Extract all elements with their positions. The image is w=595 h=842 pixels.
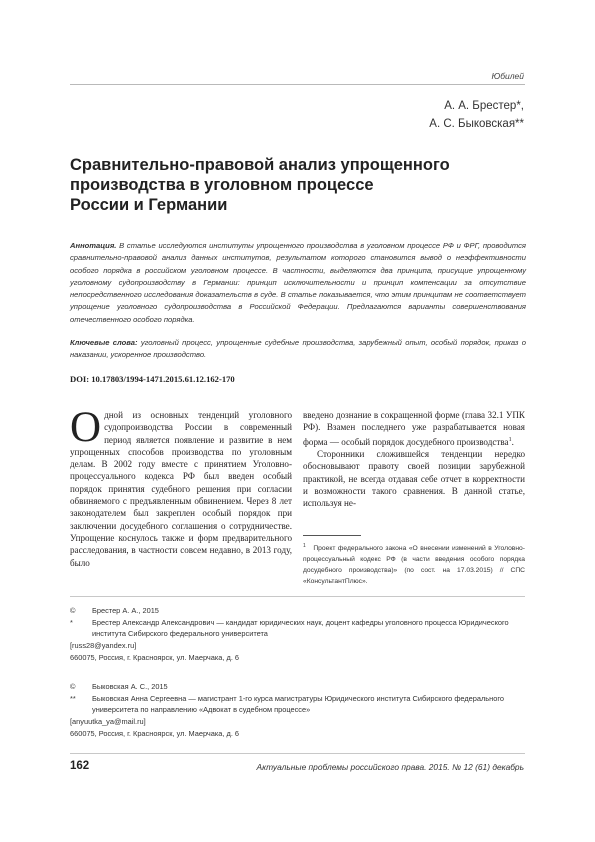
copyright-symbol: © bbox=[70, 682, 76, 691]
footnote-text: Проект федерального закона «О внесении изменений в Уголовно-процессуальный кодекс РФ (в части введения особого порядка досудебного производства)» (по сост. на 17.03.2015) // СПС «КонсультантПлюс». bbox=[303, 545, 525, 585]
author-info-1 bbox=[70, 605, 525, 664]
abstract-label: Аннотация. bbox=[70, 241, 117, 250]
journal-footer: Актуальные проблемы российского права. 2015. № 12 (61) декабрь bbox=[256, 762, 524, 772]
page-number: 162 bbox=[70, 760, 90, 772]
author-info-2 bbox=[70, 681, 525, 740]
body-column-2 bbox=[303, 409, 525, 509]
author-mark: ** bbox=[70, 693, 76, 703]
body-paragraph: введено дознание в сокращенной форме (глава 32.1 УПК РФ). Взамен последнего уже разрабатывается новая форма — особый порядок досудебного производства bbox=[303, 410, 525, 447]
copyright-line: Брестер А. А., 2015 bbox=[92, 606, 159, 615]
footnote-ref[interactable]: 1 bbox=[508, 436, 512, 443]
header-rule bbox=[70, 84, 525, 85]
author-address: 660075, Россия, г. Красноярск, ул. Маерчака, д. 6 bbox=[70, 652, 240, 662]
author-2: А. С. Быковская** bbox=[429, 118, 524, 130]
footer-rule bbox=[70, 753, 525, 754]
body-paragraph-end: . bbox=[511, 436, 514, 447]
body-paragraph: Сторонники сложившейся тенденции нередко обосновывают правоту своей позиции зарубежной практикой, не всегда отдавая себе отчет в корректности и возможности такого сравнения. В данной статье, используя не- bbox=[303, 448, 525, 509]
authors bbox=[429, 97, 524, 133]
footnote-mark: 1 bbox=[303, 543, 306, 549]
title-line: производства в уголовном процессе bbox=[70, 176, 374, 194]
copyright-line: Быковская А. С., 2015 bbox=[92, 682, 168, 691]
footnote-rule bbox=[303, 535, 361, 536]
author-1: А. А. Брестер*, bbox=[444, 100, 524, 112]
author-bio: Брестер Александр Александрович — кандидат юридических наук, доцент кафедры уголовного процесса Юридического института Сибирского федерального университета bbox=[92, 617, 509, 639]
keywords-label: Ключевые слова: bbox=[70, 338, 138, 347]
author-email[interactable]: [anyuutka_ya@mail.ru] bbox=[70, 717, 146, 727]
author-mark: * bbox=[70, 617, 73, 627]
keywords bbox=[70, 337, 526, 362]
author-email[interactable]: [russ28@yandex.ru] bbox=[70, 641, 137, 651]
title-line: России и Германии bbox=[70, 196, 228, 214]
copyright-symbol: © bbox=[70, 606, 76, 615]
body-column-1 bbox=[70, 404, 292, 569]
title-line: Сравнительно-правовой анализ упрощенного bbox=[70, 156, 450, 174]
author-bio: Быковская Анна Сергеевна — магистрант 1-го курса магистратуры Юридического института Сибирского федерального университета по направлению «Адвокат в судебном процессе» bbox=[92, 693, 504, 715]
keywords-text: уголовный процесс, упрощенные судебные производства, зарубежный опыт, особый порядок, приказ о наказании, ускоренное производство. bbox=[70, 338, 526, 360]
article-title bbox=[70, 155, 510, 215]
author-info-rule bbox=[70, 596, 525, 597]
drop-cap: О bbox=[70, 404, 102, 451]
section-tag: Юбилей bbox=[491, 71, 524, 81]
footnote bbox=[303, 541, 525, 587]
body-paragraph: дной из основных тенденций уголовного судопроизводства России в современный период является появление и развитие в нем упрощенных способов производства по уголовным делам. В 2002 году вместе с принятием Уголовно-процессуального кодекса РФ был введен особый порядок принятия судебного решения при согласии обвиняемого с предъявленным обвинением. Через 8 лет законодателем был закреплен особый порядок при заключении досудебного соглашения о сотрудничестве. Упрощение коснулось также и форм предварительного расследования, в частности совсем недавно, в 2013 году, было bbox=[70, 410, 292, 568]
abstract bbox=[70, 240, 526, 326]
author-address: 660075, Россия, г. Красноярск, ул. Маерчака, д. 6 bbox=[70, 728, 240, 738]
abstract-text: В статье исследуются институты упрощенного производства в уголовном процессе РФ и ФРГ, проводится сравнительно-правовой анализ данных институтов, результатом которого становится вывод о неэффективности особого порядка в российском уголовном процессе. В частности, выделяются два принципа, присущие упрощенному уголовному судопроизводству в Германии: принцип исключительности и принцип компенсации за отсутствие непосредственного исследования доказательств в суде. В статье показывается, что этим принципам не соответствует упрощение уголовного судопроизводства в Российской Федерации. Предлагаются варианты совершенствования отечественного особого порядка. bbox=[70, 241, 526, 324]
doi: DOI: 10.17803/1994-1471.2015.61.12.162-170 bbox=[70, 374, 235, 384]
